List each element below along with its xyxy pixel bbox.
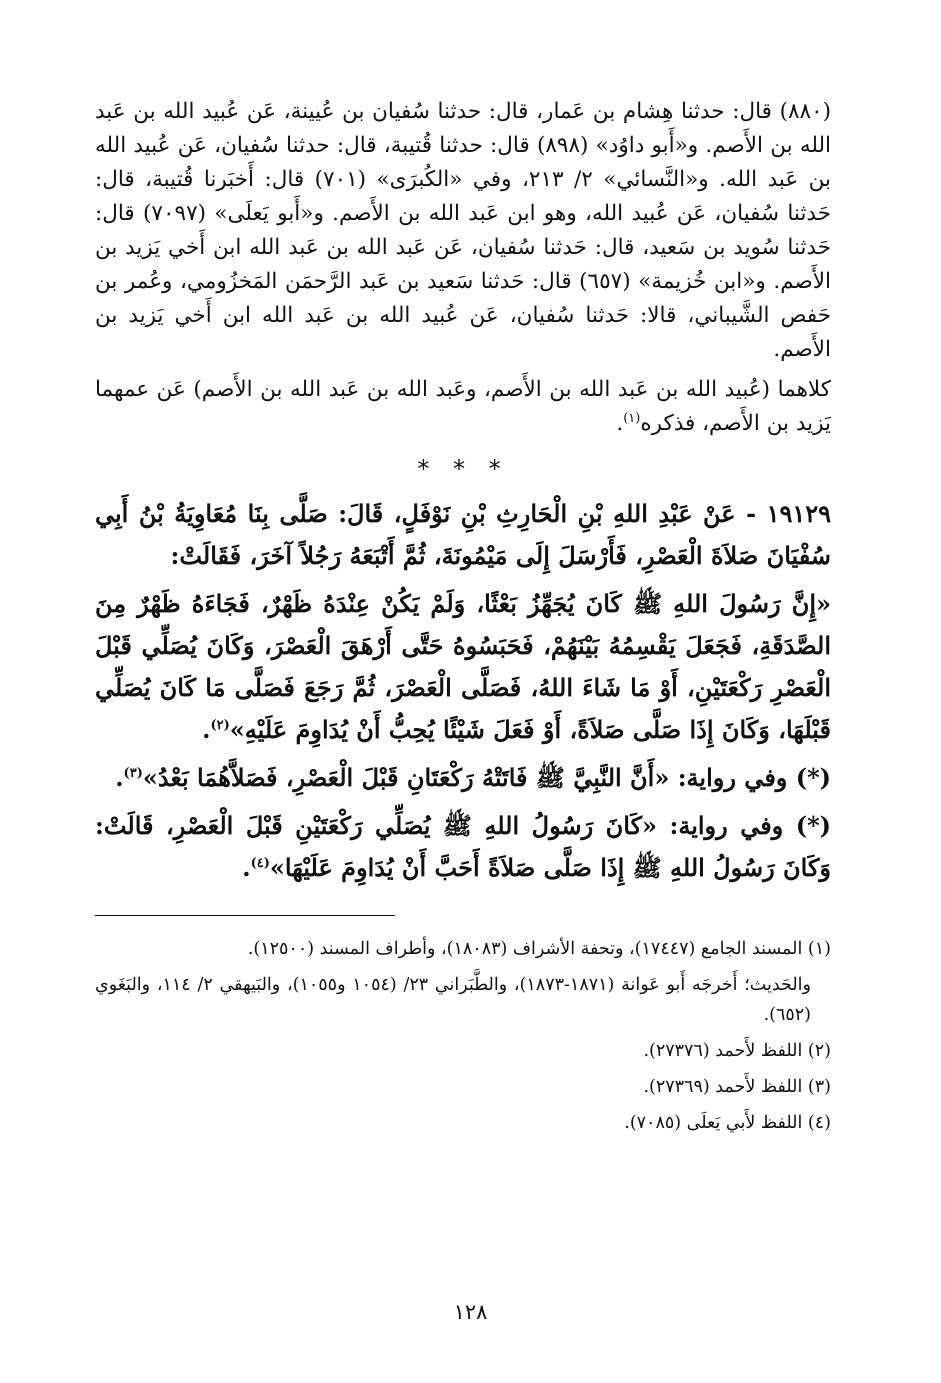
summary-paragraph: [95, 373, 831, 441]
footnote-divider: [95, 915, 395, 916]
isnad-paragraph: [95, 95, 831, 367]
hadith-intro-text: - عَنْ عَبْدِ اللهِ بْنِ الْحَارِثِ بْنِ نَوْفَلٍ، قَالَ: صَلَّى بِنَا مُعَاوِيَةُ بْنُ أَبِي سُفْيَانَ صَلاَةَ الْعَصْرِ، فَأَرْسَلَ إِلَى مَيْمُونَةَ، ثُمَّ أَتْبَعَهُ رَجُلاً آخَرَ، فَقَالَتْ:: [95, 499, 831, 570]
isnad-text: (٨٨٠) قال: حدثنا هِشام بن عَمار، قال: حدثنا سُفيان بن عُيينة، عَن عُبيد الله بن عَبد الله بن الأَصم. و«أَبو داوُد» (٨٩٨) قال: حدثنا قُتيبة، قال: حدثنا سُفيان، عَن عُبيد الله بن عَبد الله. و«النَّسائي» ٢/ ٢١٣، وفي «الكُبرَى» (٧٠١) قال: أَخبَرنا قُتيبة، قال: حَدثنا سُفيان، عَن عُبيد الله، وهو ابن عَبد الله بن الأَصم. و«أَبو يَعلَى» (٧٠٩٧) قال: حَدثنا سُويد بن سَعيد، قال: حَدثنا سُفيان، عَن عَبد الله بن عَبد الله ابن أَخي يَزيد بن الأَصم. و«ابن خُزيمة» (٦٥٧) قال: حَدثنا سَعيد بن عَبد الرَّحمَن المَخزُومي، وعُمر بن حَفص الشَّيباني، قالا: حَدثنا سُفيان، عَن عُبيد الله بن عَبد الله ابن أَخي يَزيد بن الأَصم.: [95, 99, 832, 362]
footnote-2: (٢) اللفظ لأَحمد (٢٧٣٧٦).: [643, 1041, 831, 1061]
summary-text: كلاهما (عُبيد الله بن عَبد الله بن الأَصم، وعَبد الله بن عَبد الله بن الأَصم) عَن عمهما يَزيد بن الأَصم، فذكره: [95, 377, 831, 436]
hadith-main-text: «إِنَّ رَسُولَ اللهِ ﷺ كَانَ يُجَهِّزُ بَعْثًا، وَلَمْ يَكُنْ عِنْدَهُ ظَهْرٌ، فَجَاءَهُ ظَهْرٌ مِنَ الصَّدَقَةِ، فَجَعَلَ يَقْسِمُهُ بَيْنَهُمْ، فَحَبَسُوهُ حَتَّى أَرْهَقَ الْعَصْرَ، وَكَانَ يُصَلِّي قَبْلَ الْعَصْرِ رَكْعَتَيْنِ، أَوْ مَا شَاءَ اللهُ، فَصَلَّى الْعَصْرَ، ثُمَّ رَجَعَ فَصَلَّى مَا كَانَ يُصَلِّي قَبْلَهَا، وَكَانَ إِذَا صَلَّى صَلاَةً، أَوْ فَعَلَ شَيْئًا يُحِبُّ أَنْ يُدَاوِمَ عَلَيْهِ»: [95, 589, 831, 744]
hadith-riwaya-1: [95, 757, 831, 799]
hadith-riwaya-2: [95, 805, 831, 889]
hadith-main-end: .: [202, 715, 211, 744]
hadith-intro: [95, 493, 831, 577]
footnote-divider-wrap: [95, 915, 831, 916]
riwaya-2-end: .: [242, 853, 251, 882]
footnote-1-continued: والحَديث؛ أَخرجَه أَبو عَوانة (١٨٧١-١٨٧٣)، والطَّبَراني ٢٣/ (١٠٥٤ و١٠٥٥)، والبَيهقي ٢/ ١١٤، والبَغَوي (٦٥٢).: [95, 975, 811, 1025]
footnote-ref-3[interactable]: (٣): [123, 766, 143, 781]
footnote-ref-1[interactable]: (١): [623, 410, 641, 426]
riwaya-2-text: (*) وفي رواية: «كَانَ رَسُولُ اللهِ ﷺ يُصَلِّي رَكْعَتَيْنِ قَبْلَ الْعَصْرِ، قَالَتْ: وَكَانَ رَسُولُ اللهِ ﷺ إِذَا صَلَّى صَلاَةً أَحَبَّ أَنْ يُدَاوِمَ عَلَيْهَا»: [95, 811, 831, 882]
section-separator: * * *: [417, 455, 509, 483]
footnote-3: (٣) اللفظ لأَحمد (٢٧٣٦٩).: [643, 1077, 831, 1097]
riwaya-1-text: (*) وفي رواية: «أَنَّ النَّبِيَّ ﷺ فَاتَتْهُ رَكْعَتَانِ قَبْلَ الْعَصْرِ، فَصَلاَّهُمَا بَعْدُ»: [142, 763, 831, 792]
riwaya-1-end: .: [115, 763, 124, 792]
book-page: [95, 95, 831, 1323]
summary-end: .: [616, 411, 624, 436]
hadith-main: [95, 583, 831, 751]
footnote-ref-4[interactable]: (٤): [250, 856, 270, 871]
page-number: ١٢٨: [453, 1300, 488, 1324]
hadith-number: ١٩١٢٩: [766, 499, 832, 528]
footnote-1: (١) المسند الجامع (١٧٤٤٧)، وتحفة الأشراف (١٨٠٨٣)، وأطراف المسند (١٢٥٠٠).: [247, 939, 831, 959]
footnote-ref-2[interactable]: (٢): [210, 718, 230, 733]
footnotes: [95, 934, 831, 1138]
footnote-4: (٤) اللفظ لأَبي يَعلَى (٧٠٨٥).: [624, 1113, 831, 1133]
